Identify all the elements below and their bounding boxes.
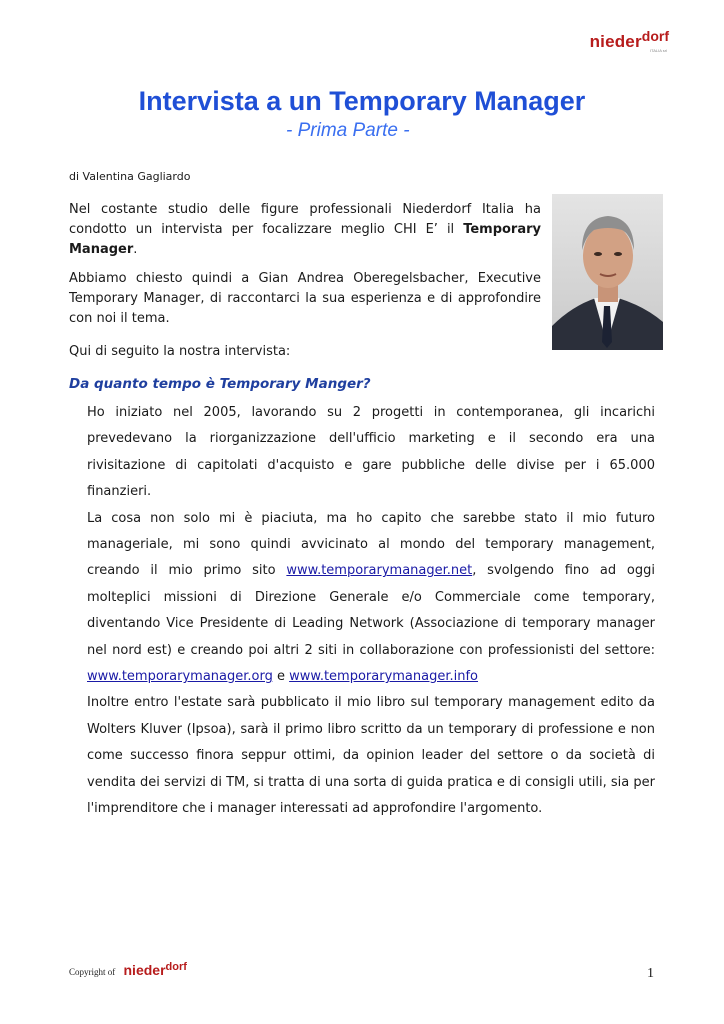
footer-copyright (69, 962, 187, 978)
logo-word-nieder: nieder (589, 32, 642, 51)
footer-logo (124, 962, 187, 978)
answer-p2-text-a: La cosa non solo mi è piaciuta, ma ho capito che sarebbe stato il mio futuro manageriale, mi sono quindi avvicinato al mondo del temporary management, creando il mio primo sito (87, 510, 655, 579)
intro-paragraph-2: Abbiamo chiesto quindi a Gian Andrea Oberegelsbacher, Executive Temporary Manager, di raccontarci la sua esperienza e di approfondire con noi il tema. (69, 271, 541, 326)
intro-paragraph-3: Qui di seguito la nostra intervista: (69, 344, 291, 359)
answer-paragraph-3: Inoltre entro l'estate sarà pubblicato il mio libro sul temporary management edito da Wolters Kluver (Ipsoa), sarà il primo libro scritto da un temporary di professione e non come successo finora seppur ottimi, da opinion leader del settore o da società di vendita dei servizi di TM, si tratta di una sorta di guida pratica e di consigli utili, sia per l'imprenditore che i manager interessati ad approfondire l'argomento. (87, 695, 655, 817)
interviewee-photo (552, 194, 663, 350)
answer-p2-text-b: , svolgendo fino ad oggi molteplici missioni di Direzione Generale e/o Commerciale come temporary, diventando Vice Presidente di Leading Network (Associazione di temporary manager nel nord est) e creando poi altri 2 siti in collaborazione con professionisti del settore: (87, 563, 655, 658)
answer-paragraph-1: Ho iniziato nel 2005, lavorando su 2 progetti in contemporanea, gli incarichi prevedevano la riorganizzazione dell'ufficio marketing e il secondo era una rivisitazione di capitolati d'acquisto e gare pubbliche delle divise per i 65.000 finanzieri. (87, 405, 655, 500)
page-title: Intervista a un Temporary Manager (138, 86, 586, 116)
footer-logo-word-nieder: nieder (123, 962, 166, 978)
link-temporarymanager-net[interactable]: www.temporarymanager.net (286, 563, 473, 579)
intro-paragraph-1 (69, 200, 541, 260)
link-temporarymanager-org[interactable]: www.temporarymanager.org (87, 669, 273, 685)
intro-p1-text: Nel costante studio delle figure professionali Niederdorf Italia ha condotto un intervista per focalizzare meglio CHI E’ il (69, 202, 541, 237)
page-number: 1 (647, 966, 654, 981)
answer-links-line (87, 664, 655, 690)
footer-logo-word-dorf: dorf (165, 961, 187, 973)
logo-word-dorf: dorf (641, 28, 669, 44)
interview-question: Da quanto tempo è Temporary Manger? (69, 376, 371, 392)
answer-links-conjunction: e (272, 669, 290, 685)
logo-subtext: ITALIA srl (649, 48, 667, 53)
intro-p1-bold: Temporary Manager (69, 222, 541, 257)
copyright-label: Copyright of (69, 967, 116, 977)
interview-answer (87, 400, 655, 823)
header-logo (589, 28, 669, 53)
page-subtitle: - Prima Parte - (286, 120, 410, 141)
author-line: di Valentina Gagliardo (69, 170, 191, 183)
intro-p1-end: . (133, 242, 138, 257)
answer-paragraph-2 (87, 506, 655, 664)
link-temporarymanager-info[interactable]: www.temporarymanager.info (289, 669, 479, 685)
